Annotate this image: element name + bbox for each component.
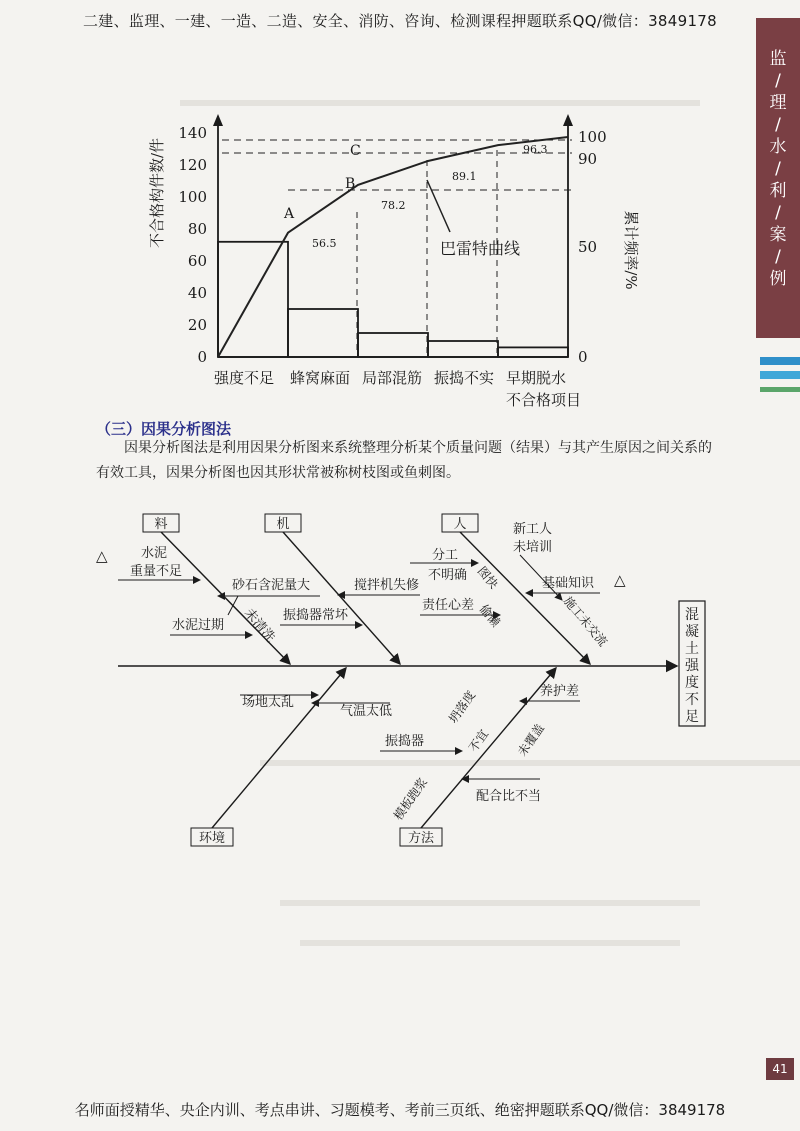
bottom-banner: 名师面授精华、央企内训、考点串讲、习题模考、考前三页纸、绝密押题联系QQ/微信：3849178 [74, 1101, 726, 1119]
svg-text:新工人: 新工人 [513, 522, 553, 537]
svg-text:度: 度 [685, 675, 699, 691]
branch-method [421, 668, 556, 828]
triangle-marker: △ [96, 547, 108, 565]
side-char: / [775, 115, 781, 135]
side-char: 水 [769, 137, 787, 157]
svg-text:未覆盖: 未覆盖 [514, 721, 548, 759]
side-char: 例 [769, 269, 787, 289]
x-category-label: 蜂窝麻面 [290, 369, 351, 387]
svg-text:方法: 方法 [407, 831, 435, 846]
top-banner: 二建、监理、一建、一造、二造、安全、消防、咨询、检测课程押题联系QQ/微信：3849178 [83, 12, 717, 30]
svg-text:施工未交流: 施工未交流 [560, 593, 611, 649]
svg-text:搅拌机失修: 搅拌机失修 [354, 578, 420, 593]
svg-text:足: 足 [685, 709, 699, 725]
pareto-bar [498, 347, 568, 357]
y-left-label: 不合格构件数/件 [148, 137, 166, 248]
svg-text:强: 强 [685, 658, 699, 674]
y-left-tick: 80 [187, 220, 207, 238]
svg-text:养护差: 养护差 [540, 684, 580, 699]
branch-machine [283, 532, 400, 664]
svg-text:不明确: 不明确 [428, 568, 468, 583]
y-left-tick: 0 [197, 348, 207, 366]
side-char: 理 [769, 93, 787, 113]
x-category-label: 强度不足 [214, 369, 275, 387]
section-heading: （三）因果分析图法 [96, 420, 232, 438]
x-axis-label: 不合格项目 [506, 391, 582, 409]
region-label-b: B [345, 176, 356, 192]
svg-text:坍落度: 坍落度 [445, 688, 479, 726]
svg-text:土: 土 [685, 641, 699, 657]
svg-text:责任心差: 责任心差 [422, 598, 475, 613]
x-category-label: 局部混筋 [362, 369, 423, 387]
y-left-tick: 40 [187, 284, 207, 302]
svg-text:未培训: 未培训 [513, 540, 553, 555]
side-char: 监 [769, 49, 787, 69]
side-char: / [775, 247, 781, 267]
pareto-bar [288, 309, 358, 357]
branch-material [161, 532, 290, 664]
y-left-tick: 120 [178, 156, 207, 174]
svg-text:图快: 图快 [474, 563, 501, 592]
cum-label: 96.3 [523, 143, 548, 156]
fishbone-diagram [0, 495, 760, 865]
pareto-bar [358, 333, 428, 357]
svg-text:气温太低: 气温太低 [340, 704, 393, 719]
axis-arrow [213, 114, 223, 126]
pareto-bar [428, 341, 498, 357]
branch-environment [212, 668, 346, 828]
y-right-tick: 90 [578, 150, 598, 168]
x-category-label: 振捣不实 [434, 369, 495, 387]
side-char: / [775, 203, 781, 223]
svg-text:模板跑浆: 模板跑浆 [390, 775, 430, 823]
cum-label: 56.5 [312, 237, 337, 250]
paragraph-text: 因果分析图法是利用因果分析图来系统整理分析某个质量问题（结果）与其产生原因之间关系的有效工具，因果分析图也因其形状常被称树枝图或鱼刺图。 [96, 440, 712, 481]
triangle-marker: △ [614, 571, 626, 589]
y-left-tick: 20 [187, 316, 207, 334]
side-char: / [775, 159, 781, 179]
svg-text:机: 机 [276, 517, 290, 532]
svg-text:场地太乱: 场地太乱 [242, 695, 295, 710]
effect-label [685, 607, 700, 725]
svg-text:未清洗: 未清洗 [240, 605, 278, 646]
pareto-chart [0, 0, 800, 420]
bleed-through [300, 940, 680, 946]
svg-text:振捣器常坏: 振捣器常坏 [283, 608, 349, 623]
svg-text:基础知识: 基础知识 [542, 576, 595, 591]
y-left-tick: 140 [178, 124, 207, 142]
svg-text:配合比不当: 配合比不当 [476, 789, 542, 804]
svg-text:偷懒: 偷懒 [476, 601, 503, 630]
svg-text:不: 不 [685, 692, 699, 708]
svg-text:料: 料 [154, 517, 168, 532]
bleed-through [280, 900, 700, 906]
side-char: 利 [769, 181, 787, 201]
curve-label: 巴雷特曲线 [440, 239, 521, 258]
svg-text:重量不足: 重量不足 [130, 564, 183, 579]
svg-text:凝: 凝 [685, 624, 699, 640]
cum-label: 78.2 [381, 199, 406, 212]
side-char: 案 [769, 225, 787, 245]
region-label-a: A [284, 206, 295, 222]
svg-text:分工: 分工 [432, 548, 459, 563]
side-char: / [775, 71, 781, 91]
y-right-tick: 100 [578, 128, 607, 146]
y-left-tick: 60 [187, 252, 207, 270]
axis-arrow [563, 114, 573, 126]
svg-text:人: 人 [453, 517, 467, 532]
svg-text:环境: 环境 [198, 831, 226, 846]
y-right-tick: 0 [578, 348, 588, 366]
svg-text:振捣器: 振捣器 [385, 734, 425, 749]
svg-text:水泥过期: 水泥过期 [172, 618, 225, 633]
y-right-tick: 50 [578, 238, 598, 256]
y-right-label: 累计频率/% [622, 210, 640, 290]
section-paragraph [96, 436, 716, 486]
x-category-label: 早期脱水 [506, 369, 567, 387]
svg-text:不宜: 不宜 [465, 727, 492, 755]
y-left-tick: 100 [178, 188, 207, 206]
svg-text:砂石含泥量大: 砂石含泥量大 [232, 578, 311, 593]
page-number: 41 [766, 1058, 794, 1080]
cum-label: 89.1 [452, 170, 477, 183]
svg-text:混: 混 [685, 607, 699, 623]
svg-text:水泥: 水泥 [141, 546, 168, 561]
region-label-c: C [350, 143, 361, 159]
curve-label-pointer [427, 180, 450, 232]
